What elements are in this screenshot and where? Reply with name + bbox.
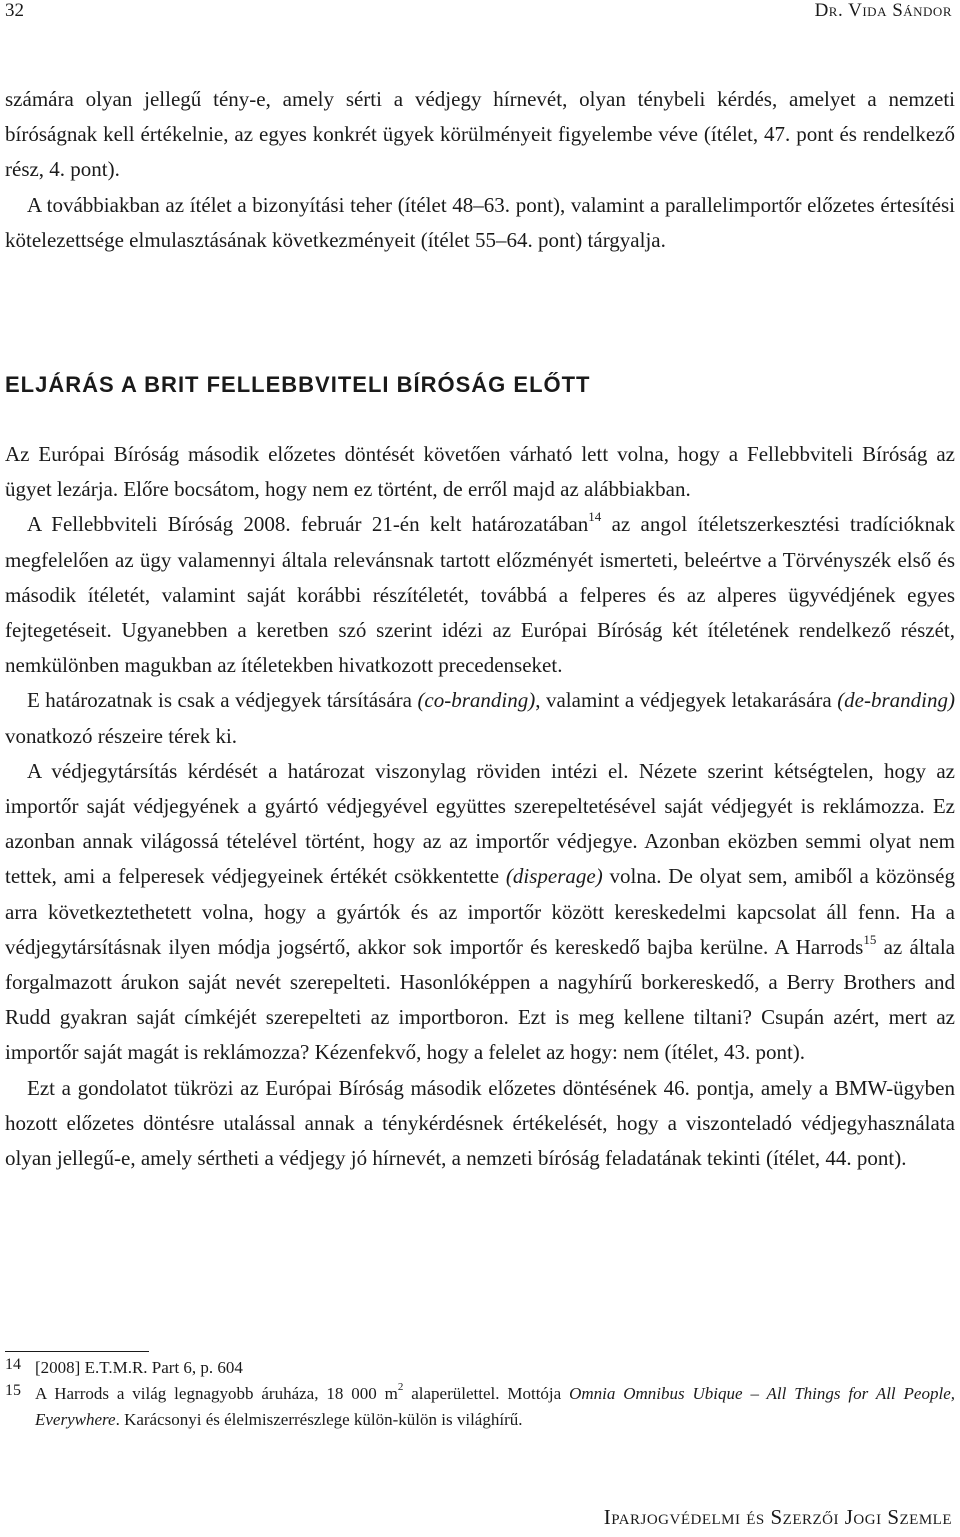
paragraph-text: az általa forgalmazott árukon saját nevét szerepelteti. Hasonlóképpen a nagyhírű borkereskedő, a Berry Brothers and Rudd gyakran saját címkéjét szerepelteti az importboron. Ezt is meg kellene tiltani? Csupán azért, mert az importőr saját magát is reklámozza? Kézenfekvő, hogy a felelet az hogy: nem (ítélet, 43. pont). [5,934,955,1065]
paragraph-text: A Fellebbviteli Bíróság 2008. február 21-én kelt határozatában [27,512,589,537]
paragraph-text: volna. De olyat sem, amiből a közönség arra következtethetett volna, hogy a gyártók és az importőr között kereskedelmi kapcsolat áll fenn. Ha a védjegytársításnak ilyen módja jogsértő, akkor sok importőr és kereskedő bajba kerülne. A Harrods [5,864,955,959]
footnotes [5,1355,955,1433]
intro-paragraph-2: A továbbiakban az ítélet a bizonyítási teher (ítélet 48–63. pont), valamint a parallelimportőr előzetes értesítési kötelezettsége elmulasztásának következményeit (ítélet 55–64. pont) tárgyalja. [5,192,955,252]
paragraph-text: A védjegytársítás kérdését a határozat viszonylag röviden intézi el. Nézete szerint kétségtelen, hogy az importőr saját védjegyének a gyártó védjegyével együttes szerepeltetésével saját védjegyét is reklámozza. Ez azonban annak világossá tételével történt, hogy az az importőr védjegye. Azonban eközben semmi olyat nem tettek, ami a felperesek védjegyeinek értékét csökkentette [5,758,955,889]
section-paragraph-3 [5,683,955,753]
paragraph-text: E határozatnak is csak a védjegyek társítására [27,688,418,713]
section-paragraph-1: Az Európai Bíróság második előzetes döntését követően várható lett volna, hogy a Fellebbviteli Bíróság az ügyet lezárja. Előre bocsátom, hogy nem ez történt, de erről majd az alábbiakban. [5,442,955,502]
footnote-15 [5,1381,955,1433]
footnote-text: A Harrods a világ legnagyobb áruháza, 18 000 m [35,1384,398,1403]
footnote-ref-14[interactable]: 14 [588,509,602,525]
italic-term-disperage: (disperage) [505,864,603,889]
footnote-divider [5,1351,149,1352]
section-heading: ELJÁRÁS A BRIT FELLEBBVITELI BÍRÓSÁG ELŐTT [5,372,591,397]
page-number: 32 [5,0,24,21]
footnote-text: . Karácsonyi és élelmiszerrészlege külön-külön is világhírű. [115,1410,523,1429]
italic-term-co-branding: (co-branding) [417,688,536,713]
footnote-14 [5,1355,955,1381]
section-paragraph-5: Ezt a gondolatot tükrözi az Európai Bíróság második előzetes döntésének 46. pontja, amely a BMW-ügyben hozott előzetes döntésre utalással annak a ténykérdésnek értékelését, hogy a viszonteladó védjegyhasználata olyan jellegű-e, amely sértheti a védjegy jó hírnevét, a nemzeti bíróság feladatának tekinti (ítélet, 44. pont). [5,1075,955,1171]
paragraph-text: vonatkozó részeire térek ki. [5,723,238,748]
paragraph-text: az angol ítéletszerkesztési tradícióknak megfelelően az ügy valamennyi általa relevánsnak tartott előzményét ismerteti, beleértve a Törvényszék első és második ítéletét, valamint saját korábbi részítéletét, továbbá a felperes és az alperes ügyvédjének egyes fejtegetéseit. Ugyanebben a keretben szó szerint idézi az Európai Bíróság két ítéletének rendelkező részét, nemkülönben magukban az ítéletekben hivatkozott precedenseket. [5,512,955,678]
running-head-author: Dr. Vida Sándor [814,0,952,21]
superscript-2: 2 [397,1381,404,1394]
section-paragraph-4 [5,754,955,1071]
section-paragraph-2 [5,507,955,683]
footnote-motto: Omnia Omnibus Ubique – All Things for All People, Everywhere [35,1384,955,1429]
footnote-text: alaperülettel. Mottója [403,1384,570,1403]
footnote-number: 15 [5,1382,21,1399]
paragraph-text: , valamint a védjegyek letakarására [535,688,838,713]
intro-paragraph-1: számára olyan jellegű tény-e, amely sérti a védjegy hírnevét, olyan ténybeli kérdés, amelyet a nemzeti bíróságnak kell értékelnie, az egyes konkrét ügyek körülményeit figyelembe véve (ítélet, 47. pont és rendelkező rész, 4. pont). [5,87,955,182]
footnote-text: [2008] E.T.M.R. Part 6, p. 604 [35,1358,243,1377]
journal-title: Iparjogvédelmi és Szerzői Jogi Szemle [603,1505,952,1529]
italic-term-de-branding: (de-branding) [837,688,955,713]
footnote-ref-15[interactable]: 15 [863,931,877,947]
section-body [5,437,955,1176]
footnote-number: 14 [5,1356,21,1373]
intro-text [5,82,955,258]
